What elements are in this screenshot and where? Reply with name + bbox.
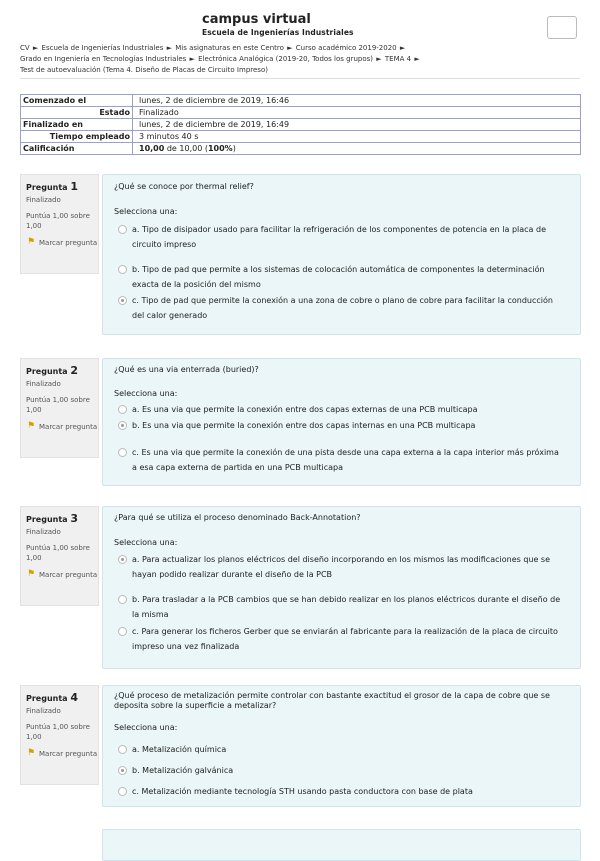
- question-points: Puntúa 1,00 sobre 1,00: [26, 212, 90, 230]
- arrow-icon: ►: [189, 55, 195, 63]
- summary-value: 3 minutos 40 s: [133, 131, 581, 143]
- site-title: campus virtual: [202, 12, 311, 27]
- summary-label: Tiempo empleado: [21, 131, 133, 143]
- question-state: Finalizado: [26, 380, 61, 388]
- radio-button[interactable]: [118, 555, 127, 564]
- grade-value: [133, 143, 581, 155]
- arrow-icon: ►: [414, 55, 420, 63]
- question-text: ¿Qué se conoce por thermal relief?: [114, 182, 254, 191]
- question-state: Finalizado: [26, 528, 61, 536]
- breadcrumb-link[interactable]: CV: [20, 44, 30, 52]
- breadcrumb-link[interactable]: Mis asignaturas en este Centro: [175, 44, 284, 52]
- site-subtitle: Escuela de Ingenierías Industriales: [202, 28, 354, 37]
- question-info: [20, 174, 99, 274]
- radio-button[interactable]: [118, 766, 127, 775]
- radio-button[interactable]: [118, 225, 127, 234]
- summary-label: Estado: [21, 107, 133, 119]
- arrow-icon: ►: [399, 44, 406, 52]
- breadcrumb-link[interactable]: Electrónica Analógica (2019-20, Todos los grupos): [198, 55, 374, 63]
- select-one-label: Selecciona una:: [114, 723, 178, 732]
- answer-text: c. Para generar los ficheros Gerber que se enviarán al fabricante para la realización de la placa de circuito impreso una vez finalizada: [132, 627, 558, 651]
- breadcrumb: [20, 43, 580, 76]
- arrow-icon: ►: [166, 44, 172, 52]
- answer-text: b. Es una via que permite la conexión entre dos capas internas en una PCB multicapa: [132, 421, 476, 430]
- question-content: [102, 506, 581, 669]
- answer-option[interactable]: [118, 293, 563, 323]
- question-text: ¿Qué es una via enterrada (buried)?: [114, 365, 259, 374]
- answer-option[interactable]: [118, 763, 563, 778]
- select-one-label: Selecciona una:: [114, 207, 178, 216]
- arrow-icon: ►: [32, 44, 39, 52]
- question-points: Puntúa 1,00 sobre 1,00: [26, 723, 90, 741]
- question-info: [20, 506, 99, 606]
- flag-icon[interactable]: ⚑: [27, 421, 36, 431]
- arrow-icon: ►: [376, 55, 382, 63]
- question-info: [20, 685, 99, 785]
- radio-button[interactable]: [118, 627, 127, 636]
- question-content: [102, 829, 581, 861]
- answer-option[interactable]: [118, 222, 563, 252]
- summary-label: Finalizado en: [21, 119, 133, 131]
- question-number: Pregunta 3: [26, 512, 79, 525]
- radio-button[interactable]: [118, 421, 127, 430]
- answer-text: b. Tipo de pad que permite a los sistemas de colocación automática de componentes la determinación exacta de la posición del mismo: [132, 265, 545, 289]
- answer-option[interactable]: [118, 624, 563, 654]
- answer-text: c. Es una via que permite la conexión de una pista desde una capa externa a la capa interior más próxima a esa capa externa de partida en una PCB multicapa: [132, 448, 559, 472]
- question-text: ¿Qué proceso de metalización permite controlar con bastante exactitud el grosor de la capa de cobre que se deposita sobre la superficie a metalizar?: [114, 691, 550, 710]
- flag-icon[interactable]: ⚑: [27, 237, 36, 247]
- answer-option[interactable]: [118, 592, 563, 622]
- answer-option[interactable]: [118, 784, 563, 799]
- grade-score: 10,00: [139, 144, 165, 153]
- radio-button[interactable]: [118, 265, 127, 274]
- answer-text: a. Es una via que permite la conexión entre dos capas externas de una PCB multicapa: [132, 405, 478, 414]
- question-number: Pregunta 2: [26, 364, 79, 377]
- question-state: Finalizado: [26, 707, 61, 715]
- summary-value: lunes, 2 de diciembre de 2019, 16:49: [133, 119, 581, 131]
- arrow-icon: ►: [287, 44, 293, 52]
- radio-button[interactable]: [118, 595, 127, 604]
- select-one-label: Selecciona una:: [114, 389, 178, 398]
- breadcrumb-link[interactable]: Escuela de Ingenierías Industriales: [41, 44, 164, 52]
- answer-text: c. Tipo de pad que permite la conexión a una zona de cobre o plano de cobre para facilitar la conducción del calor generado: [132, 296, 553, 320]
- answer-option[interactable]: [118, 445, 563, 475]
- summary-value: lunes, 2 de diciembre de 2019, 16:46: [133, 95, 581, 107]
- flag-question-link[interactable]: Marcar pregunta: [39, 423, 98, 431]
- answer-text: a. Metalización química: [132, 745, 227, 754]
- question-number: Pregunta 1: [26, 180, 79, 193]
- radio-button[interactable]: [118, 405, 127, 414]
- answer-option[interactable]: [118, 742, 563, 757]
- divider: [20, 78, 580, 79]
- question-content: [102, 174, 581, 335]
- answer-option[interactable]: [118, 262, 563, 292]
- question-content: [102, 685, 581, 807]
- question-text: ¿Para qué se utiliza el proceso denominado Back-Annotation?: [114, 513, 361, 522]
- grade-percent: 100%: [207, 144, 233, 153]
- flag-question-link[interactable]: Marcar pregunta: [39, 750, 98, 758]
- summary-value: Finalizado: [133, 107, 581, 119]
- question-number: Pregunta 4: [26, 691, 79, 704]
- answer-text: c. Metalización mediante tecnología STH usando pasta conductora con base de plata: [132, 787, 473, 796]
- grade-close: ): [232, 144, 236, 153]
- answer-text: b. Para trasladar a la PCB cambios que se han debido realizar en los planos eléctricos durante el diseño de la misma: [132, 595, 561, 619]
- answer-option[interactable]: [118, 418, 563, 433]
- select-one-label: Selecciona una:: [114, 538, 178, 547]
- menu-button[interactable]: [547, 16, 577, 39]
- flag-question-link[interactable]: Marcar pregunta: [39, 571, 98, 579]
- answer-text: a. Tipo de disipador usado para facilitar la refrigeración de los componentes de potencia en la placa de circuito impreso: [132, 225, 546, 249]
- question-points: Puntúa 1,00 sobre 1,00: [26, 396, 90, 414]
- breadcrumb-link[interactable]: Grado en Ingeniería en Tecnologías Industriales: [20, 55, 187, 63]
- flag-icon[interactable]: ⚑: [27, 748, 36, 758]
- question-points: Puntúa 1,00 sobre 1,00: [26, 544, 90, 562]
- question-state: Finalizado: [26, 196, 61, 204]
- answer-text: a. Para actualizar los planos eléctricos del diseño incorporando en los mismos las modificaciones que se hayan podido realizar durante el diseño de la PCB: [132, 555, 551, 579]
- grade-total: de 10,00 (: [164, 144, 208, 153]
- flag-question-link[interactable]: Marcar pregunta: [39, 239, 98, 247]
- attempt-summary: [20, 94, 581, 155]
- question-content: [102, 358, 581, 486]
- radio-button[interactable]: [118, 448, 127, 457]
- radio-button[interactable]: [118, 745, 127, 754]
- radio-button[interactable]: [118, 296, 127, 305]
- summary-label: Comenzado el: [21, 95, 133, 107]
- breadcrumb-current[interactable]: Test de autoevaluación (Tema 4. Diseño de Placas de Circuito Impreso): [20, 66, 268, 74]
- radio-button[interactable]: [118, 787, 127, 796]
- breadcrumb-link[interactable]: Curso académico 2019-2020: [295, 44, 397, 52]
- question-info: [20, 358, 99, 458]
- summary-label: Calificación: [21, 143, 133, 155]
- answer-option[interactable]: [118, 402, 563, 417]
- breadcrumb-link[interactable]: TEMA 4: [384, 55, 412, 63]
- answer-option[interactable]: [118, 552, 563, 582]
- flag-icon[interactable]: ⚑: [27, 569, 36, 579]
- answer-text: b. Metalización galvánica: [132, 766, 234, 775]
